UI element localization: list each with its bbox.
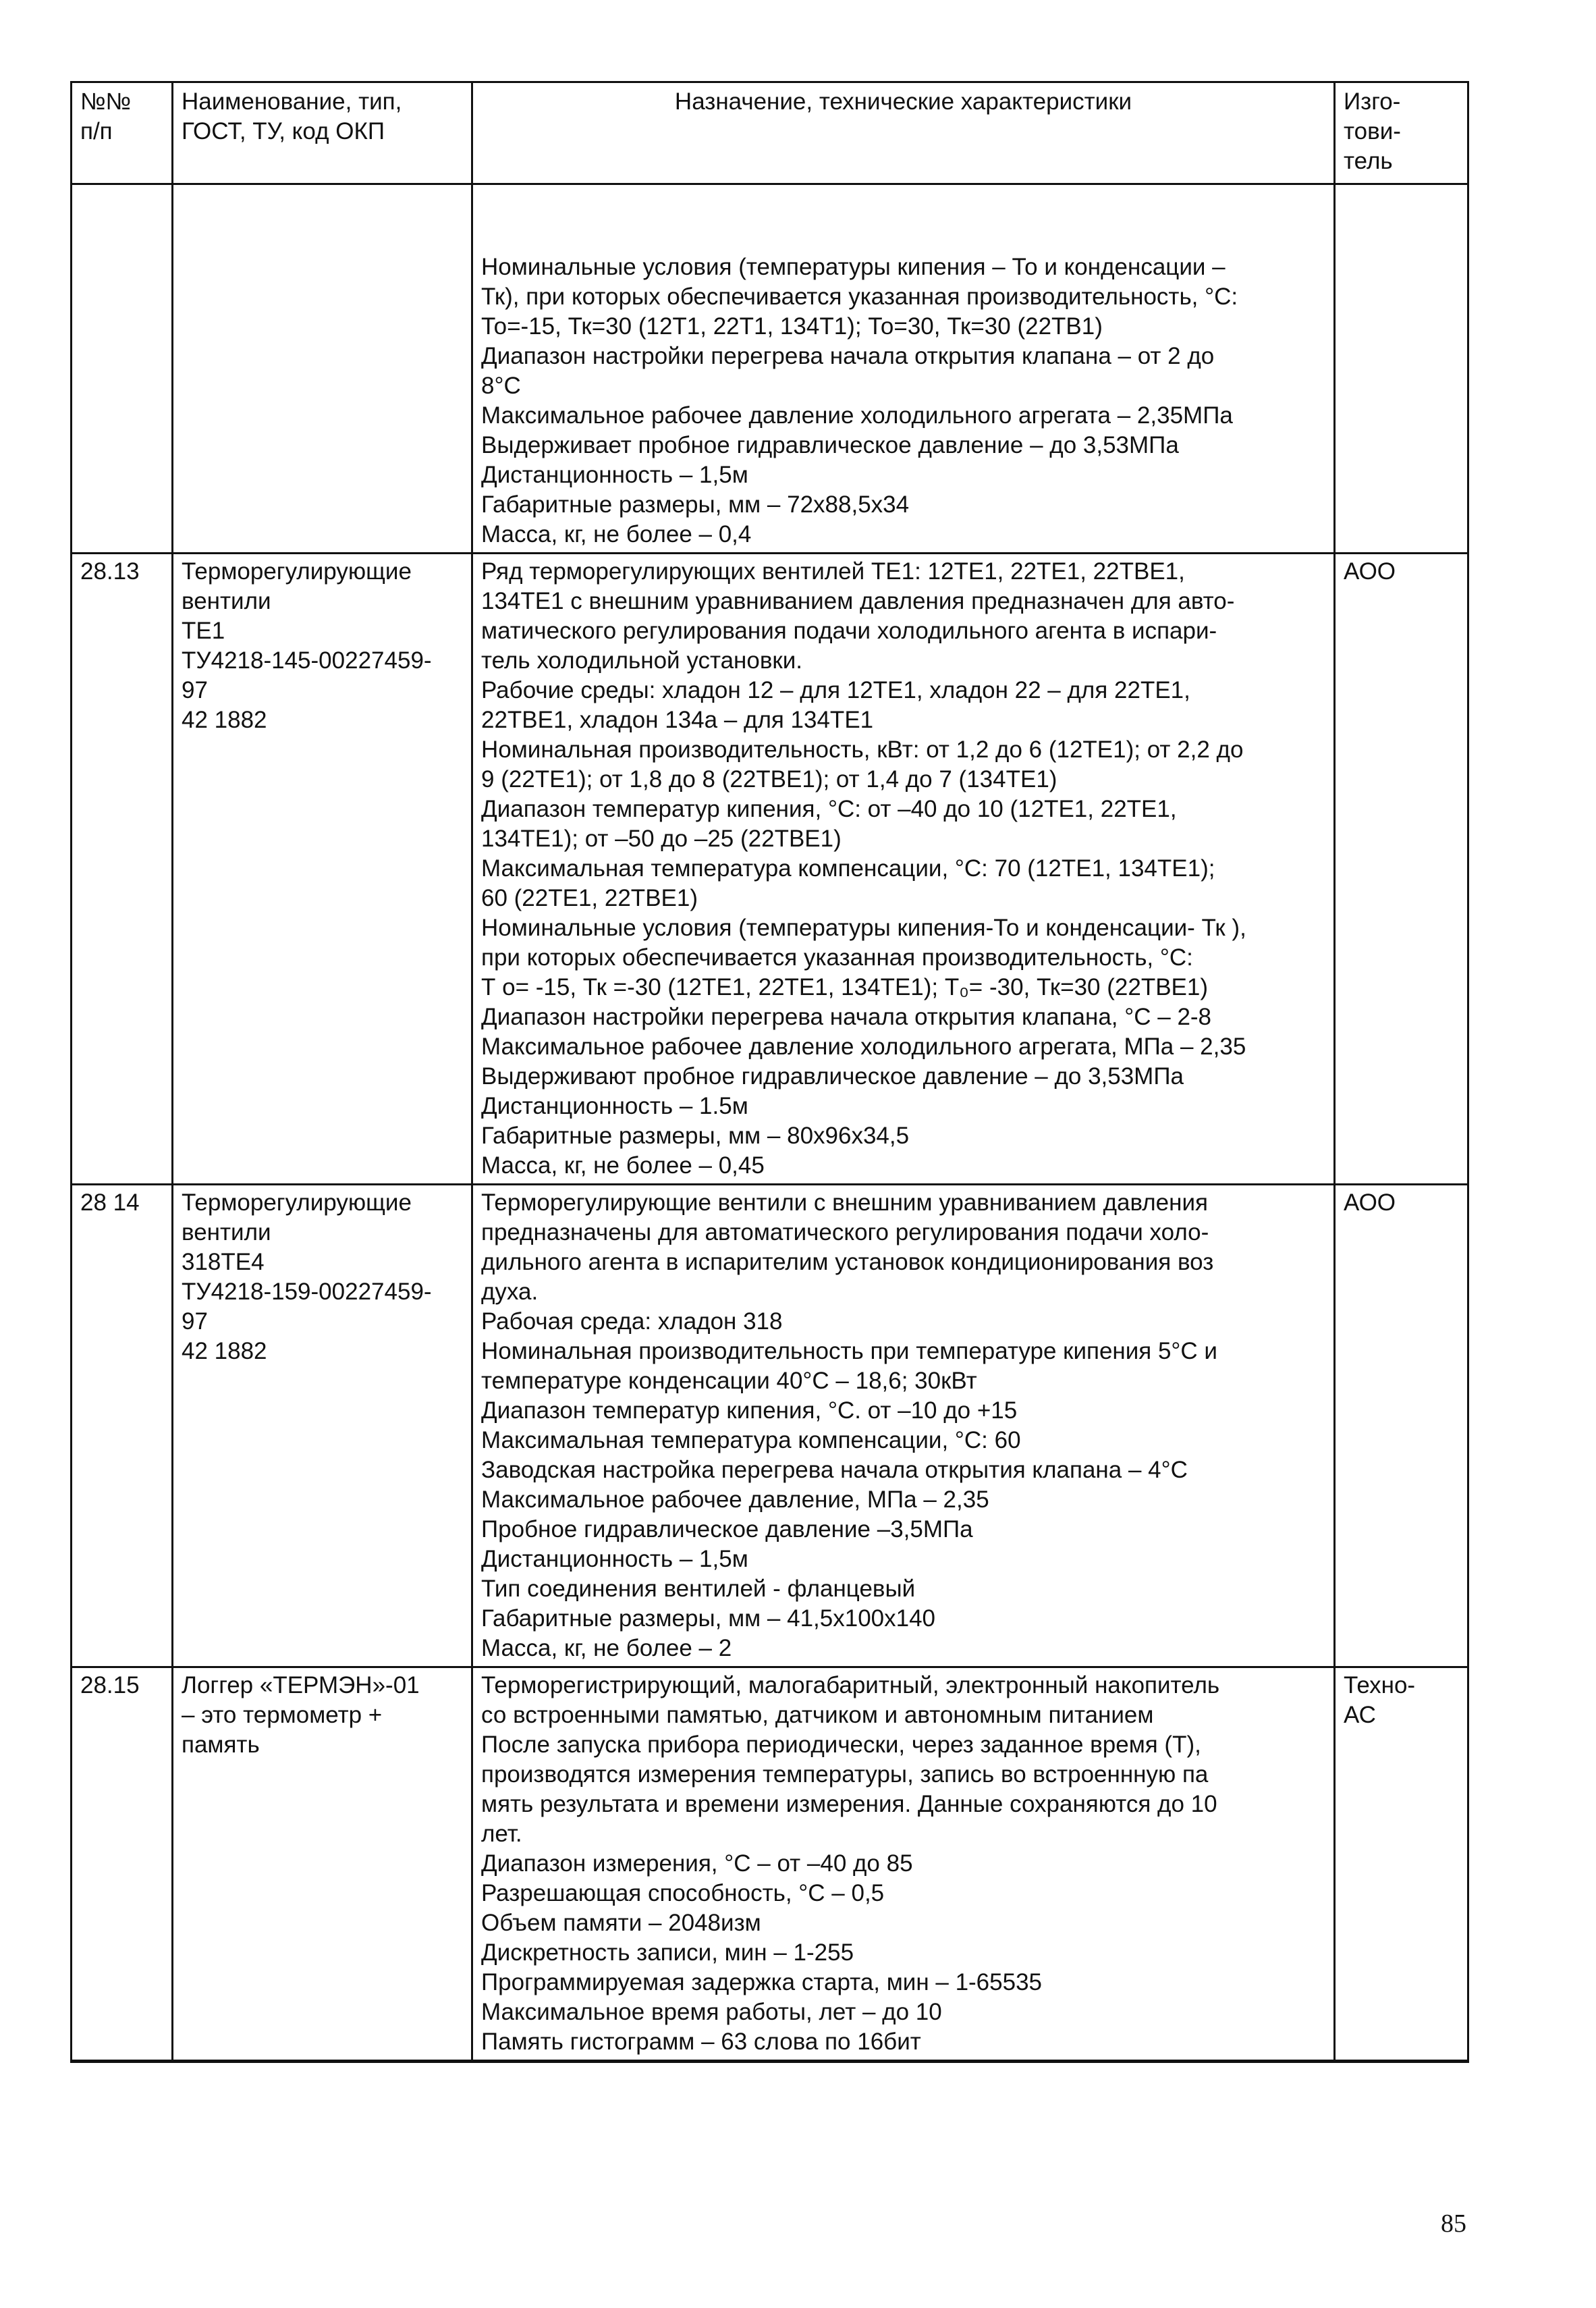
cell-line: Максимальное рабочее давление, МПа – 2,35 bbox=[481, 1486, 989, 1513]
cell-line: 9 (22ТЕ1); от 1,8 до 8 (22ТВЕ1); от 1,4 до 7 (134ТЕ1) bbox=[481, 766, 1057, 793]
cell-line: Терморегулирующие вентили с внешним уравниванием давления bbox=[481, 1189, 1208, 1216]
cell-description bbox=[472, 554, 1335, 1185]
cell-line: Масса, кг, не более – 0,4 bbox=[481, 521, 752, 547]
cell-line: Габаритные размеры, мм – 41,5х100х140 bbox=[481, 1605, 936, 1632]
cell-line: Тк), при которых обеспечивается указанная производительность, °С: bbox=[481, 284, 1238, 310]
header-name bbox=[173, 82, 472, 184]
header-text: тель bbox=[1344, 148, 1393, 174]
page-number: 85 bbox=[1441, 2209, 1466, 2238]
cell-line: Дискретность записи, мин – 1-255 bbox=[481, 1939, 854, 1966]
cell-line: Габаритные размеры, мм – 80х96х34,5 bbox=[481, 1123, 910, 1149]
cell-line: Габаритные размеры, мм – 72x88,5x34 bbox=[481, 491, 910, 518]
cell-line: Терморегулирующие bbox=[182, 558, 412, 585]
cell-line: Выдерживают пробное гидравлическое давление – до 3,53МПа bbox=[481, 1063, 1184, 1090]
cell-line: Номинальные условия (температуры кипения-То и конденсации- Тк ), bbox=[481, 915, 1246, 941]
cell-line: Дистанционность – 1.5м bbox=[481, 1093, 748, 1119]
cell-line: мять результата и времени измерения. Данные сохраняются до 10 bbox=[481, 1791, 1217, 1817]
cell-line: 42 1882 bbox=[182, 1338, 267, 1364]
cell-line: Диапазон настройки перегрева начала открытия клапана – от 2 до bbox=[481, 343, 1215, 369]
cell-line: Тип соединения вентилей - фланцевый bbox=[481, 1576, 916, 1602]
cell-line: духа. bbox=[481, 1279, 539, 1305]
table-header-row bbox=[72, 82, 1468, 184]
cell-number bbox=[72, 1185, 173, 1667]
cell-line: 8°С bbox=[481, 373, 521, 399]
cell-name bbox=[173, 554, 472, 1185]
cell-line: 134ТЕ1 с внешним уравниванием давления предназначен для авто- bbox=[481, 588, 1235, 614]
cell-line: Т о= -15, Тк =-30 (12ТЕ1, 22ТЕ1, 134ТЕ1); Т₀= -30, Тк=30 (22ТВЕ1) bbox=[481, 974, 1209, 1000]
table-row bbox=[72, 1667, 1468, 2062]
cell-line: при которых обеспечивается указанная производительность, °С: bbox=[481, 944, 1193, 971]
cell-line: ТУ4218-159-00227459- bbox=[182, 1279, 432, 1305]
cell-line: 28.13 bbox=[80, 558, 140, 585]
cell-line: со встроенными памятью, датчиком и автономным питанием bbox=[481, 1702, 1154, 1728]
cell-line: память bbox=[182, 1732, 260, 1758]
cell-line: Номинальная производительность при температуре кипения 5°С и bbox=[481, 1338, 1217, 1364]
cell-line: тель холодильной установки. bbox=[481, 647, 803, 674]
cell-line: Пробное гидравлическое давление –3,5МПа bbox=[481, 1516, 973, 1542]
cell-line: лет. bbox=[481, 1821, 522, 1847]
cell-line: Ряд терморегулирующих вентилей ТЕ1: 12ТЕ1, 22ТЕ1, 22ТВЕ1, bbox=[481, 558, 1185, 585]
cell-line: Разрешающая способность, °С – 0,5 bbox=[481, 1880, 885, 1906]
cell-line: 97 bbox=[182, 1308, 208, 1335]
cell-line: Техно- bbox=[1344, 1672, 1416, 1698]
header-description bbox=[472, 82, 1335, 184]
cell-line: Диапазон настройки перегрева начала открытия клапана, °С – 2-8 bbox=[481, 1004, 1212, 1030]
cell-line: вентили bbox=[182, 588, 271, 614]
cell-line: Логгер «ТЕРМЭН»-01 bbox=[182, 1672, 420, 1698]
cell-number bbox=[72, 554, 173, 1185]
cell-line: Масса, кг, не более – 0,45 bbox=[481, 1152, 765, 1179]
cell-description bbox=[472, 184, 1335, 554]
cell-manufacturer bbox=[1335, 184, 1468, 554]
header-text: Наименование, тип, bbox=[182, 88, 402, 115]
cell-line: АС bbox=[1344, 1702, 1376, 1728]
cell-line: Диапазон температур кипения, °С. от –10 до +15 bbox=[481, 1397, 1018, 1424]
cell-line: 28.15 bbox=[80, 1672, 140, 1698]
cell-line: ТУ4218-145-00227459- bbox=[182, 647, 432, 674]
cell-line: Диапазон измерения, °С – от –40 до 85 bbox=[481, 1850, 913, 1877]
cell-line: 318ТЕ4 bbox=[182, 1249, 265, 1275]
cell-line: Максимальная температура компенсации, °С: 70 (12ТЕ1, 134ТЕ1); bbox=[481, 855, 1215, 882]
cell-description bbox=[472, 1667, 1335, 2062]
cell-manufacturer bbox=[1335, 554, 1468, 1185]
header-text: Назначение, технические характеристики bbox=[674, 88, 1132, 115]
header-text: Изго- bbox=[1344, 88, 1401, 115]
cell-name bbox=[173, 1185, 472, 1667]
continuation-spacer bbox=[481, 188, 1325, 252]
cell-line: Максимальная температура компенсации, °С: 60 bbox=[481, 1427, 1021, 1453]
cell-line: Максимальное рабочее давление холодильного агрегата – 2,35МПа bbox=[481, 402, 1233, 429]
cell-line: Номинальные условия (температуры кипения – То и конденсации – bbox=[481, 254, 1226, 280]
cell-line: 60 (22ТЕ1, 22ТВЕ1) bbox=[481, 885, 698, 911]
header-manufacturer bbox=[1335, 82, 1468, 184]
cell-line: 134ТЕ1); от –50 до –25 (22ТВЕ1) bbox=[481, 826, 842, 852]
header-text: тови- bbox=[1344, 118, 1401, 144]
cell-line: Заводская настройка перегрева начала открытия клапана – 4°С bbox=[481, 1457, 1188, 1483]
cell-line: Память гистограмм – 63 слова по 16бит bbox=[481, 2029, 921, 2055]
cell-line: предназначены для автоматического регулирования подачи холо- bbox=[481, 1219, 1209, 1245]
table-row bbox=[72, 1185, 1468, 1667]
cell-description bbox=[472, 1185, 1335, 1667]
cell-manufacturer bbox=[1335, 1667, 1468, 2062]
cell-line: 28 14 bbox=[80, 1189, 140, 1216]
table-row bbox=[72, 554, 1468, 1185]
cell-line: 22ТВЕ1, хладон 134а – для 134ТЕ1 bbox=[481, 707, 874, 733]
specification-table bbox=[70, 81, 1469, 2063]
cell-line: Терморегулирующие bbox=[182, 1189, 412, 1216]
cell-line: Дистанционность – 1,5м bbox=[481, 462, 748, 488]
cell-line: Программируемая задержка старта, мин – 1-65535 bbox=[481, 1969, 1043, 1995]
cell-line: Объем памяти – 2048изм bbox=[481, 1910, 761, 1936]
cell-line: Выдерживает пробное гидравлическое давление – до 3,53МПа bbox=[481, 432, 1179, 458]
header-text: ГОСТ, ТУ, код ОКП bbox=[182, 118, 385, 144]
header-number bbox=[72, 82, 173, 184]
cell-line: После запуска прибора периодически, через заданное время (Т), bbox=[481, 1732, 1201, 1758]
cell-line: Рабочая среда: хладон 318 bbox=[481, 1308, 783, 1335]
header-text: п/п bbox=[80, 118, 113, 144]
cell-line: матического регулирования подачи холодильного агента в испари- bbox=[481, 618, 1217, 644]
cell-line: Дистанционность – 1,5м bbox=[481, 1546, 748, 1572]
table-row bbox=[72, 184, 1468, 554]
cell-line: Максимальное время работы, лет – до 10 bbox=[481, 1999, 942, 2025]
cell-line: Масса, кг, не более – 2 bbox=[481, 1635, 732, 1661]
header-text: №№ bbox=[80, 88, 132, 115]
cell-line: 97 bbox=[182, 677, 208, 703]
cell-line: 42 1882 bbox=[182, 707, 267, 733]
table-body bbox=[72, 184, 1468, 2062]
cell-manufacturer bbox=[1335, 1185, 1468, 1667]
cell-number bbox=[72, 1667, 173, 2062]
cell-line: Терморегистрирующий, малогабаритный, электронный накопитель bbox=[481, 1672, 1220, 1698]
cell-line: АОО bbox=[1344, 1189, 1396, 1216]
cell-line: Рабочие среды: хладон 12 – для 12ТЕ1, хладон 22 – для 22ТЕ1, bbox=[481, 677, 1190, 703]
cell-name bbox=[173, 1667, 472, 2062]
cell-number bbox=[72, 184, 173, 554]
cell-line: Номинальная производительность, кВт: от 1,2 до 6 (12ТЕ1); от 2,2 до bbox=[481, 736, 1244, 763]
cell-line: ТЕ1 bbox=[182, 618, 225, 644]
cell-line: температуре конденсации 40°С – 18,6; 30кВт bbox=[481, 1368, 977, 1394]
cell-line: дильного агента в испарителим установок кондиционирования воз bbox=[481, 1249, 1214, 1275]
cell-line: АОО bbox=[1344, 558, 1396, 585]
cell-line: Максимальное рабочее давление холодильного агрегата, МПа – 2,35 bbox=[481, 1034, 1246, 1060]
cell-name bbox=[173, 184, 472, 554]
cell-line: – это термометр + bbox=[182, 1702, 383, 1728]
cell-line: вентили bbox=[182, 1219, 271, 1245]
cell-line: То=-15, Тк=30 (12Т1, 22Т1, 134Т1); То=30, Тк=30 (22ТВ1) bbox=[481, 313, 1103, 340]
cell-line: производятся измерения температуры, запись во встроеннную па bbox=[481, 1761, 1209, 1788]
cell-line: Диапазон температур кипения, °С: от –40 до 10 (12ТЕ1, 22ТЕ1, bbox=[481, 796, 1177, 822]
